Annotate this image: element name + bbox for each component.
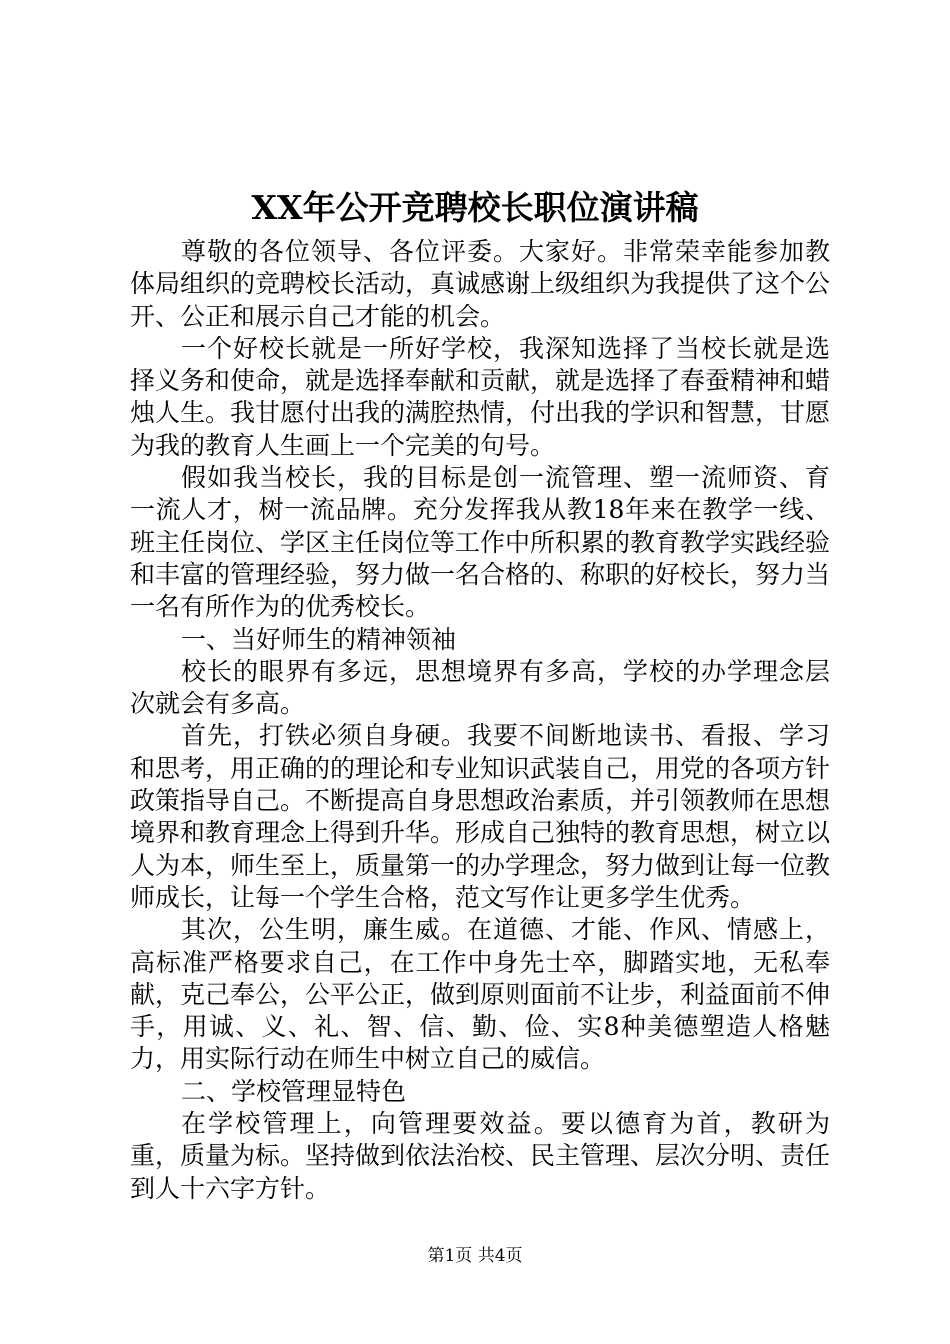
paragraph-greeting: 尊敬的各位领导、各位评委。大家好。非常荣幸能参加教体局组织的竞聘校长活动，真诚感谢上级组织为我提供了这个公开、公正和展示自己才能的机会。 — [130, 237, 831, 331]
section-heading-spiritual-leader: 一、当好师生的精神领袖 — [181, 624, 457, 654]
document-title: XX年公开竞聘校长职位演讲稿 — [251, 188, 699, 227]
paragraph-management: 在学校管理上，向管理要效益。要以德育为首，教研为重，质量为标。坚持做到依法治校、民主管理、层次分明、责任到人十六字方针。 — [130, 1109, 831, 1203]
page-number-footer: 第1页 共4页 — [427, 1246, 523, 1266]
paragraph-good-principal: 一个好校长就是一所好学校，我深知选择了当校长就是选择义务和使命，就是选择奉献和贡献，就是选择了春蚕精神和蜡烛人生。我甘愿付出我的满腔热情，付出我的学识和智慧，甘愿为我的教育人生画上一个完美的句号。 — [130, 333, 831, 460]
document-body — [130, 236, 830, 1205]
paragraph-second: 其次，公生明，廉生威。在道德、才能、作风、情感上，高标准严格要求自己，在工作中身先士卒，脚踏实地，无私奉献，克己奉公，公平公正，做到原则面前不让步，利益面前不伸手，用诚、义、礼、智、信、勤、俭、实8种美德塑造人格魅力，用实际行动在师生中树立自己的威信。 — [130, 915, 831, 1074]
paragraph-first: 首先，打铁必须自身硬。我要不间断地读书、看报、学习和思考，用正确的的理论和专业知识武装自己，用党的各项方针政策指导自己。不断提高自身思想政治素质，并引领教师在思想境界和教育理念上得到升华。形成自己独特的教育思想，树立以人为本，师生至上，质量第一的办学理念，努力做到让每一位教师成长，让每一个学生合格，范文写作让更多学生优秀。 — [130, 721, 831, 912]
section-heading-school-management: 二、学校管理显特色 — [181, 1076, 407, 1106]
paragraph-goals: 假如我当校长，我的目标是创一流管理、塑一流师资、育一流人才，树一流品牌。充分发挥我从教18年来在教学一线、班主任岗位、学区主任岗位等工作中所积累的教育教学实践经验和丰富的管理经验，努力做一名合格的、称职的好校长，努力当一名有所作为的优秀校长。 — [130, 463, 831, 622]
paragraph-vision: 校长的眼界有多远，思想境界有多高，学校的办学理念层次就会有多高。 — [130, 656, 830, 719]
